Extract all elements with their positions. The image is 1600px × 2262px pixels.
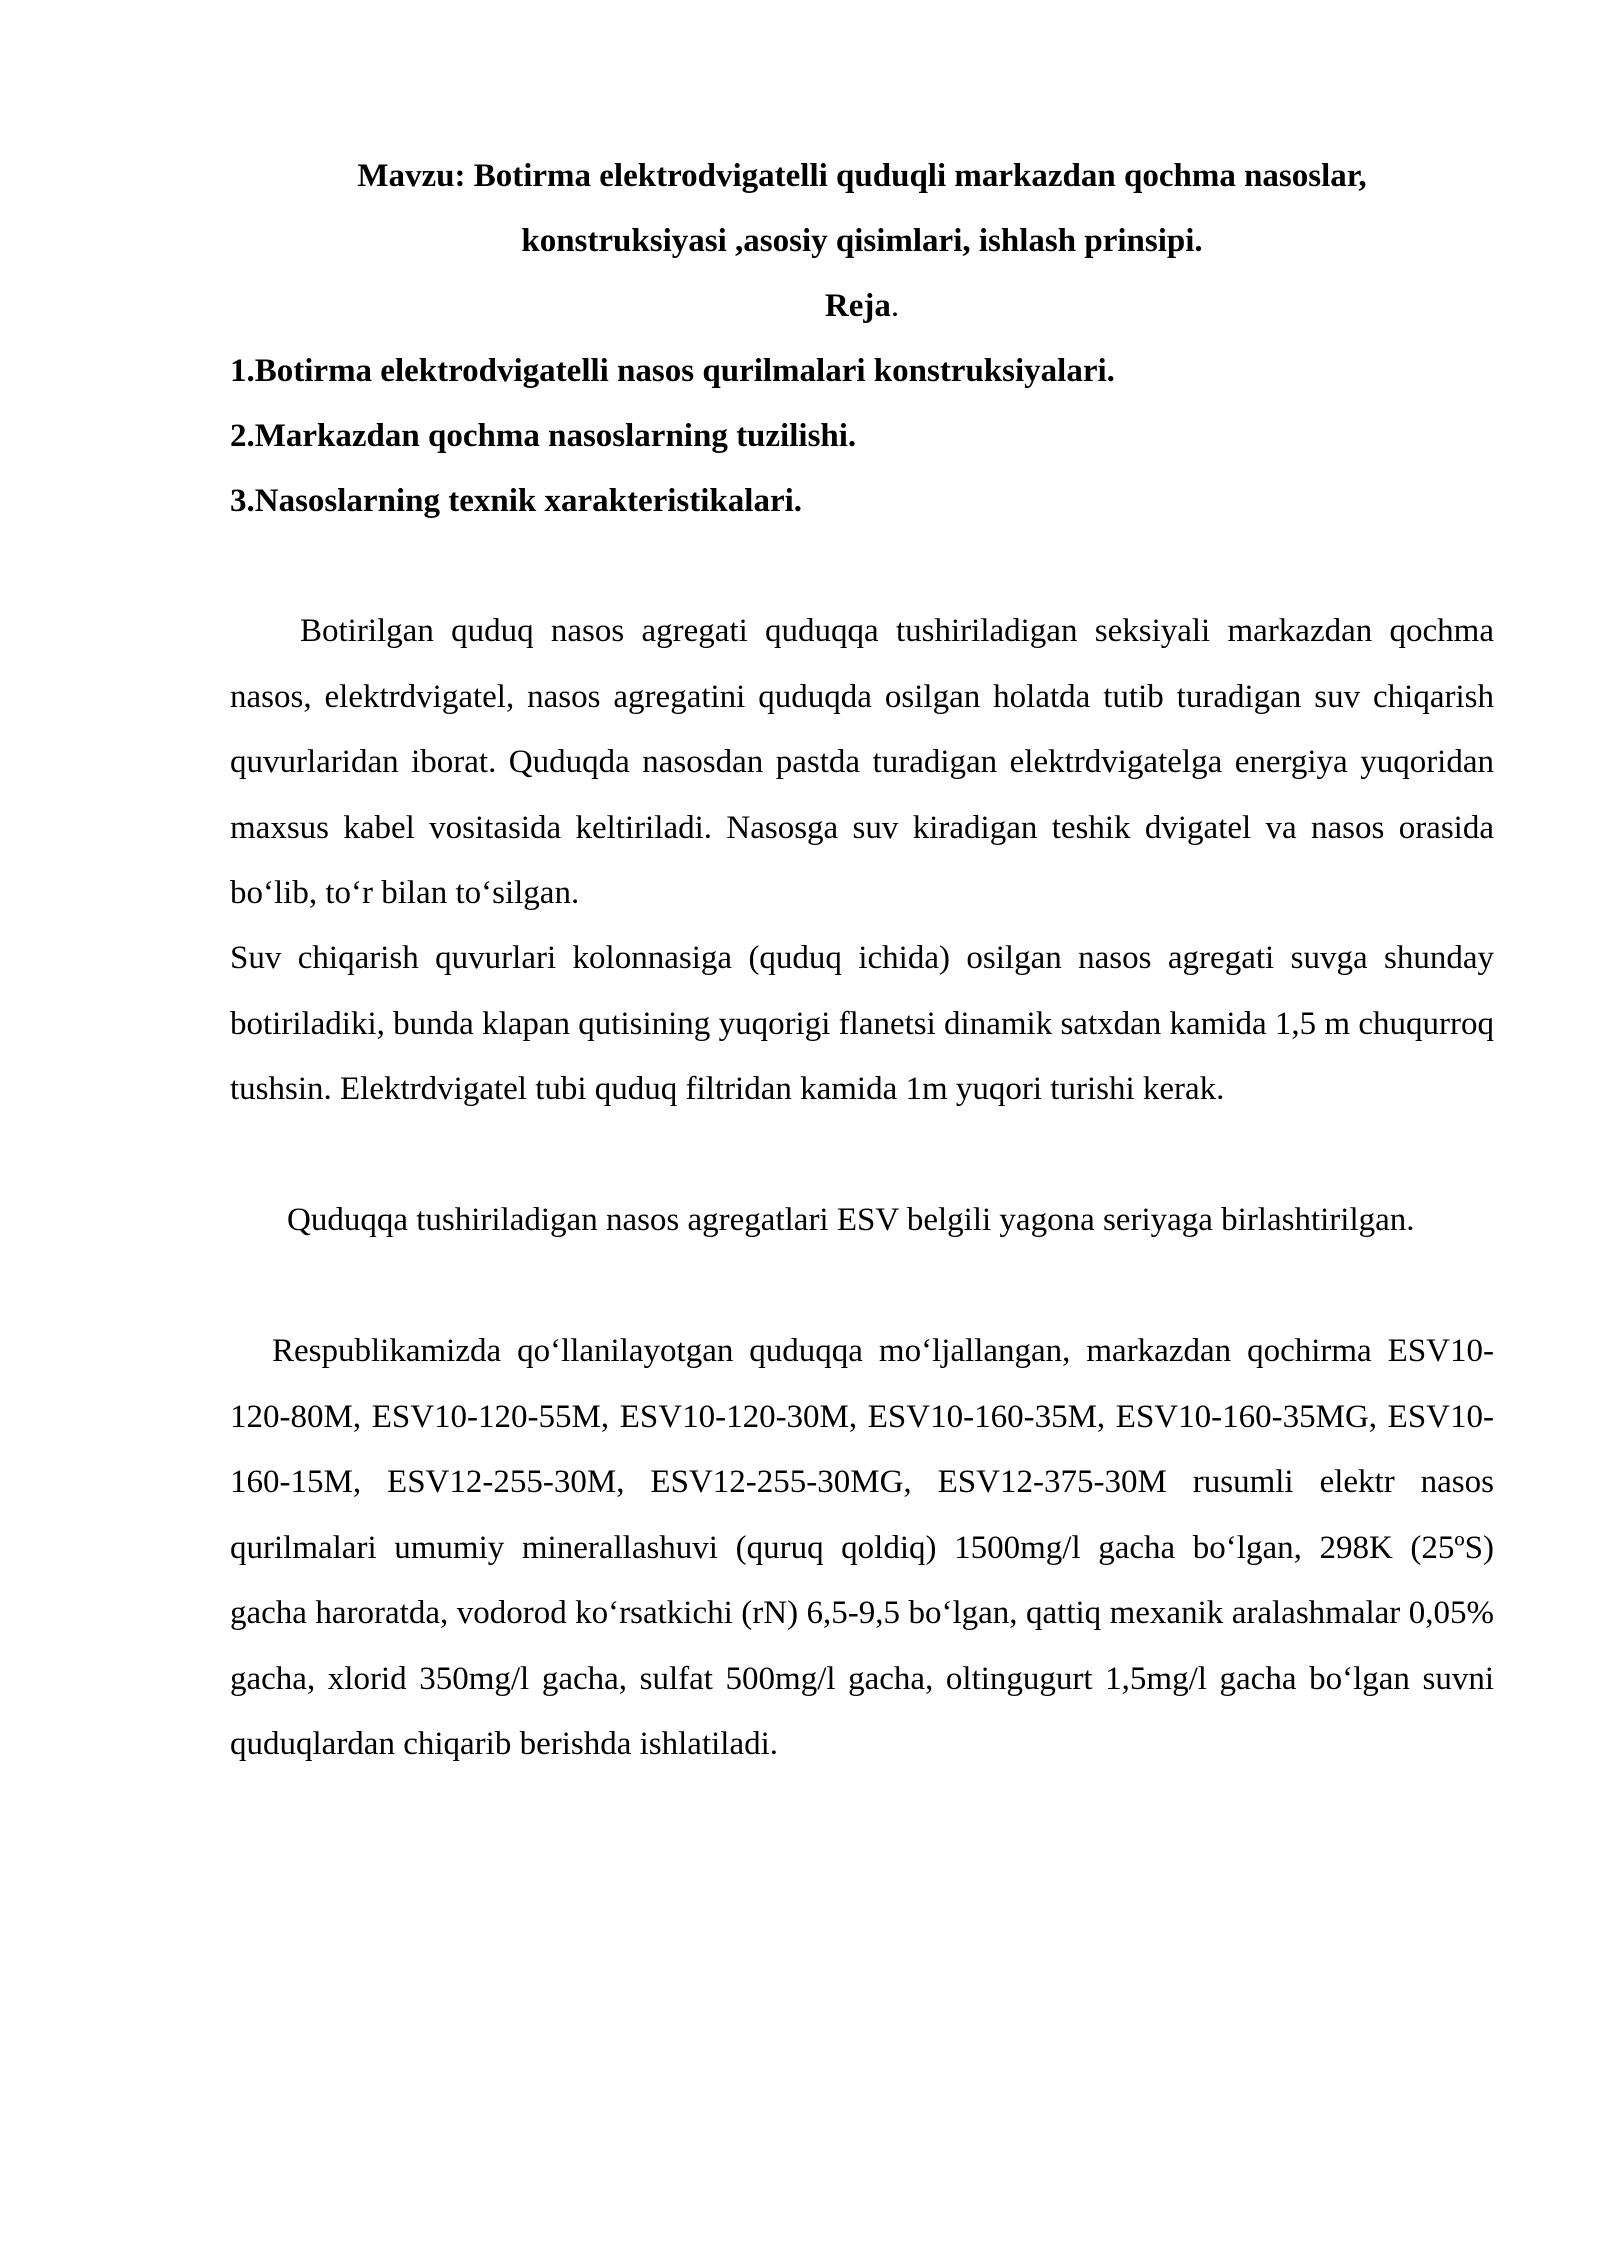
plan-item-2: 2.Markazdan qochma nasoslarning tuzilishi. xyxy=(230,418,857,454)
plan-heading-dot: . xyxy=(890,288,900,324)
paragraph-1: Botirilgan quduq nasos agregati quduqqa tushiriladigan seksiyali markazdan qochma nasos, elektrdvigatel, nasos agregatini quduqda osilgan holatda tutib turadigan suv chiqarish quvurlaridan iborat. Quduqda nasosdan pastda turadigan elektrdvigatelga energiya yuqoridan maxsus kabel vositasida keltiriladi. Nasosga suv kiradigan teshik dvigatel va nasos orasida bo‘lib, to‘r bilan to‘silgan. xyxy=(230,613,1494,911)
paragraph-4: Respublikamizda qo‘llanilayotgan quduqqa mo‘ljallangan, markazdan qochirma ESV10-120-80M, ESV10-120-55M, ESV10-120-30M, ESV10-160-35M, ESV10-160-35MG, ESV10-160-15M, ESV12-255-30M, ESV12-255-30MG, ESV12-375-30M rusumli elektr nasos qurilmalari umumiy minerallashuvi (quruq qoldiq) 1500mg/l gacha bo‘lgan, 298K (25ºS) gacha haroratda, vodorod ko‘rsatkichi (rN) 6,5-9,5 bo‘lgan, qattiq mexanik aralashmalar 0,05% gacha, xlorid 350mg/l gacha, sulfat 500mg/l gacha, oltingugurt 1,5mg/l gacha bo‘lgan suvni quduqlardan chiqarib berishda ishlatiladi. xyxy=(230,1333,1494,1762)
plan-heading-text: Reja xyxy=(824,288,891,324)
plan-item-3: 3.Nasoslarning texnik xarakteristikalari. xyxy=(230,483,803,519)
plan-item-1: 1.Botirma elektrodvigatelli nasos qurilmalari konstruksiyalari. xyxy=(230,353,1115,389)
paragraph-3: Quduqqa tushiriladigan nasos agregatlari ESV belgili yagona seriyaga birlashtirilgan. xyxy=(287,1202,1415,1238)
paragraph-2: Suv chiqarish quvurlari kolonnasiga (quduq ichida) osilgan nasos agregati suvga shunday botiriladiki, bunda klapan qutisining yuqorigi flanetsi dinamik satxdan kamida 1,5 m chuqurroq tushsin. Elektrdvigatel tubi quduq filtridan kamida 1m yuqori turishi kerak. xyxy=(230,940,1494,1107)
plan-heading xyxy=(230,286,1494,326)
title-line-2: konstruksiyasi ,asosiy qisimlari, ishlash prinsipi. xyxy=(521,223,1203,259)
title-line-1: Mavzu: Botirma elektrodvigatelli quduqli markazdan qochma nasoslar, xyxy=(357,158,1367,194)
